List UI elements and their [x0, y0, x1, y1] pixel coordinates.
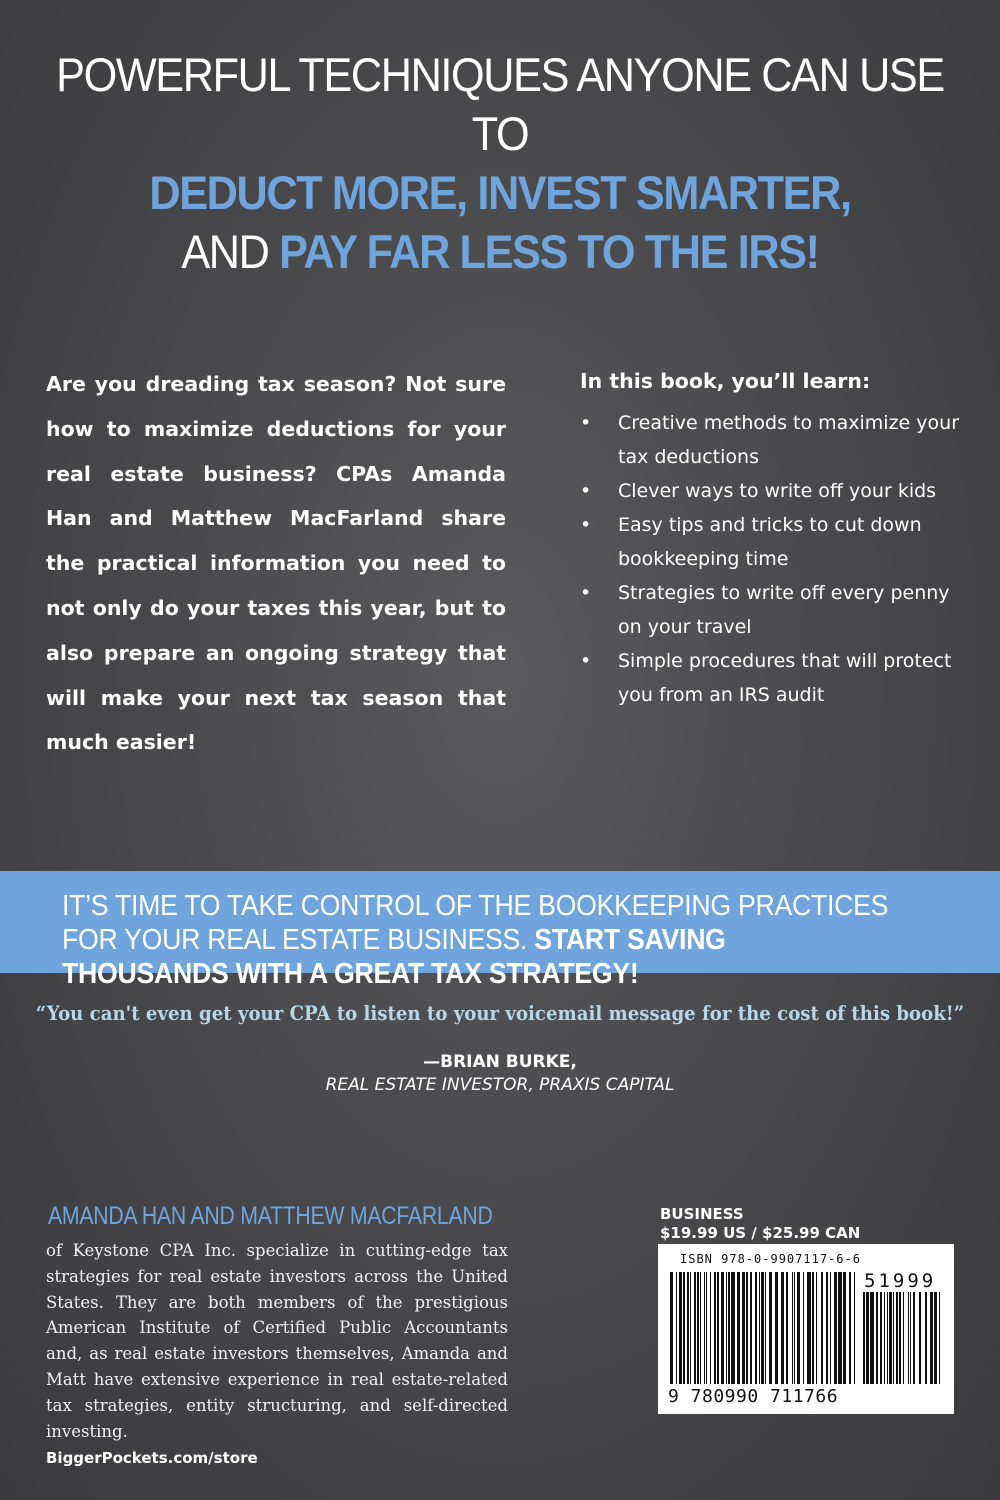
barcode-bar [903, 1292, 904, 1384]
list-item [580, 508, 975, 576]
barcode-bar [746, 1272, 748, 1384]
barcode-bar [896, 1292, 898, 1384]
headline-line-3 [40, 222, 960, 281]
headline-line-3-prefix: AND [181, 225, 269, 278]
barcode-bar [816, 1272, 817, 1384]
barcode-bar [939, 1292, 940, 1384]
list-item-text: Creative methods to maximize your tax deductions [618, 412, 960, 468]
testimonial-quote: “You can't even get your CPA to listen to your voicemail message for the cost of this book!” [35, 1002, 965, 1025]
headline-line-2: DEDUCT MORE, INVEST SMARTER, [149, 166, 851, 219]
barcode-bar [737, 1272, 740, 1384]
barcode-bar [714, 1272, 716, 1384]
barcode-bar [807, 1272, 811, 1384]
headline-line-1: POWERFUL TECHNIQUES ANYONE CAN USE TO [56, 48, 944, 160]
list-item-text: Easy tips and tricks to cut down bookkeeping time [618, 514, 922, 570]
list-item-text: Clever ways to write off your kids [618, 480, 937, 502]
barcode-bar [889, 1292, 892, 1384]
barcode-bar [913, 1292, 915, 1384]
barcode-bar [899, 1292, 901, 1384]
barcode-bar [849, 1272, 851, 1384]
barcode-bar [761, 1272, 764, 1384]
bullet-icon: • [580, 650, 592, 672]
barcode-bar [690, 1272, 691, 1384]
list-item [580, 576, 975, 644]
barcode-bar [854, 1272, 855, 1384]
bullet-icon: • [580, 412, 592, 434]
barcode-bar [759, 1272, 760, 1384]
barcode-bar [884, 1292, 885, 1384]
barcode-bar [834, 1272, 837, 1384]
barcode-main-bars [670, 1272, 856, 1384]
testimonial-author: —BRIAN BURKE, [423, 1052, 577, 1072]
barcode-bar [742, 1272, 745, 1384]
list-item [580, 474, 975, 508]
barcode-bar [755, 1272, 757, 1384]
learn-section [580, 364, 975, 712]
barcode-bar [710, 1272, 711, 1384]
barcode-addon-number: 51999 [864, 1270, 937, 1292]
barcode-bar [670, 1272, 673, 1384]
barcode-bar [876, 1292, 878, 1384]
testimonial-author-title: REAL ESTATE INVESTOR, PRAXIS CAPITAL [325, 1075, 675, 1095]
list-item [580, 644, 975, 712]
banner-text [62, 889, 890, 991]
barcode-bar [726, 1272, 727, 1384]
list-item [580, 406, 975, 474]
barcode-bar [919, 1292, 921, 1384]
authors-bio: of Keystone CPA Inc. specialize in cutting-edge tax strategies for real estate investors across the United States. They are both members of the prestigious American Institute of Certified Public Accountants and, as real estate investors themselves, Amanda and Matt have extensive experience in real estate-related tax strategies, entity structuring, and self-directed investing. [46, 1241, 508, 1441]
headline-line-3-highlight: PAY FAR LESS TO THE IRS! [279, 225, 819, 278]
barcode-bar [925, 1292, 927, 1384]
barcode-bar [769, 1272, 772, 1384]
barcode-bar [750, 1272, 752, 1384]
barcode-bar [866, 1292, 869, 1384]
barcode-bar [812, 1272, 814, 1384]
intro-paragraph: Are you dreading tax season? Not sure how to maximize deductions for your real estate business? CPAs Amanda Han and Matthew MacFarland share the practical information you need to not only do your taxes this year, but to also prepare an ongoing strategy that will make your next tax season that much easier! [46, 372, 506, 755]
barcode-bar [794, 1272, 795, 1384]
price-text: $19.99 US / $25.99 CAN [660, 1224, 861, 1242]
barcode-bar [870, 1292, 874, 1384]
barcode-bar [821, 1272, 823, 1384]
barcode-bar [687, 1272, 689, 1384]
barcode-bar [910, 1292, 911, 1384]
list-item-text: Simple procedures that will protect you from an IRS audit [618, 650, 952, 706]
barcode-bar [863, 1292, 865, 1384]
barcode-bar [838, 1272, 842, 1384]
barcode-bar [786, 1272, 788, 1384]
barcode-bar [792, 1272, 793, 1384]
bullet-icon: • [580, 480, 592, 502]
barcode-bar [830, 1272, 831, 1384]
list-item-text: Strategies to write off every penny on your travel [618, 582, 950, 638]
banner-plain-text: IT’S TIME TO TAKE CONTROL OF THE BOOKKEEPING PRACTICES FOR YOUR REAL ESTATE BUSINESS. [62, 890, 889, 956]
barcode-bar [694, 1272, 696, 1384]
barcode-bar [683, 1272, 685, 1384]
barcode-bar [679, 1272, 682, 1384]
authors-heading: AMANDA HAN AND MATTHEW MACFARLAND [48, 1202, 493, 1230]
learn-title: In this book, you’ll learn: [580, 369, 871, 393]
headline [40, 45, 960, 281]
banner-bold-text: START SAVING THOUSANDS WITH A GREAT TAX STRATEGY! [62, 924, 726, 990]
barcode-bar [697, 1272, 699, 1384]
bullet-icon: • [580, 514, 592, 536]
barcode-bar [880, 1292, 882, 1384]
barcode-bar [728, 1272, 730, 1384]
barcode-bar [717, 1272, 719, 1384]
barcode-bar [908, 1292, 909, 1384]
barcode-bar [843, 1272, 846, 1384]
barcode-bar [731, 1272, 735, 1384]
barcode-bar [676, 1272, 677, 1384]
barcode-bar [700, 1272, 701, 1384]
barcode-bar [704, 1272, 705, 1384]
barcode-bar [765, 1272, 766, 1384]
barcode-addon-bars [863, 1292, 941, 1384]
learn-list [580, 406, 975, 712]
barcode-bar [803, 1272, 804, 1384]
barcode-bar [797, 1272, 800, 1384]
barcode-bar [893, 1292, 894, 1384]
barcode-bar [721, 1272, 724, 1384]
barcode-bar [887, 1292, 888, 1384]
barcode-ean-number: 9 780990 711766 [668, 1386, 839, 1407]
isbn-text: ISBN 978-0-9907117-6-6 [680, 1252, 861, 1266]
website-link[interactable]: BiggerPockets.com/store [46, 1449, 258, 1467]
barcode-bar [934, 1292, 937, 1384]
barcode-bar [826, 1272, 828, 1384]
price-category: BUSINESS [660, 1205, 744, 1223]
bullet-icon: • [580, 582, 592, 604]
barcode-bar [781, 1272, 784, 1384]
barcode-bar [706, 1272, 707, 1384]
barcode-bar [930, 1292, 933, 1384]
barcode-bar [775, 1272, 778, 1384]
barcode [658, 1244, 954, 1414]
